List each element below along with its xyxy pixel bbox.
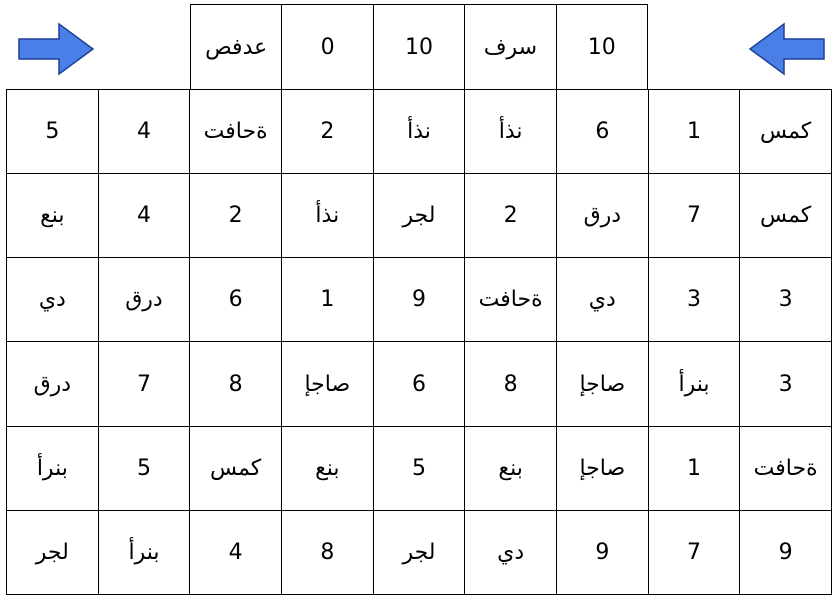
arrow-right-button[interactable] xyxy=(17,22,95,76)
grid-cell-r1-c6[interactable]: نذأ xyxy=(465,90,557,174)
top-cell-2[interactable]: 0 xyxy=(282,5,373,90)
grid-cell-r2-c2[interactable]: 4 xyxy=(99,174,191,258)
grid-cell-r4-c2[interactable]: 7 xyxy=(99,342,191,426)
grid-cell-r3-c1[interactable]: دي xyxy=(7,258,99,342)
grid-cell-r2-c3[interactable]: 2 xyxy=(190,174,282,258)
top-cell-4[interactable]: سرف xyxy=(465,5,556,90)
grid-cell-r2-c5[interactable]: لجر xyxy=(374,174,466,258)
grid-cell-r1-c3[interactable]: ةحافت xyxy=(190,90,282,174)
grid-cell-r2-c9[interactable]: كمس xyxy=(740,174,832,258)
grid-cell-r6-c3[interactable]: 4 xyxy=(190,511,282,595)
grid-cell-r5-c5[interactable]: 5 xyxy=(374,427,466,511)
grid-cell-r3-c9[interactable]: 3 xyxy=(740,258,832,342)
grid-cell-r3-c6[interactable]: ةحافت xyxy=(465,258,557,342)
grid-cell-r6-c8[interactable]: 7 xyxy=(649,511,741,595)
grid-cell-r6-c7[interactable]: 9 xyxy=(557,511,649,595)
grid-cell-r6-c9[interactable]: 9 xyxy=(740,511,832,595)
grid-cell-r3-c4[interactable]: 1 xyxy=(282,258,374,342)
grid-cell-r1-c7[interactable]: 6 xyxy=(557,90,649,174)
grid-cell-r4-c8[interactable]: بنرأ xyxy=(649,342,741,426)
grid-cell-r5-c4[interactable]: بنع xyxy=(282,427,374,511)
grid-cell-r3-c8[interactable]: 3 xyxy=(649,258,741,342)
game-grid xyxy=(6,89,832,595)
arrow-right-icon xyxy=(17,22,95,76)
grid-cell-r2-c4[interactable]: نذأ xyxy=(282,174,374,258)
grid-cell-r4-c1[interactable]: درق xyxy=(7,342,99,426)
top-cell-3[interactable]: 10 xyxy=(374,5,465,90)
arrow-left-button[interactable] xyxy=(748,22,826,76)
grid-cell-r3-c2[interactable]: درق xyxy=(99,258,191,342)
grid-cell-r2-c8[interactable]: 7 xyxy=(649,174,741,258)
grid-cell-r1-c5[interactable]: نذأ xyxy=(374,90,466,174)
grid-cell-r3-c7[interactable]: دي xyxy=(557,258,649,342)
grid-cell-r4-c3[interactable]: 8 xyxy=(190,342,282,426)
grid-cell-r5-c3[interactable]: كمس xyxy=(190,427,282,511)
grid-cell-r2-c7[interactable]: درق xyxy=(557,174,649,258)
grid-cell-r2-c1[interactable]: بنع xyxy=(7,174,99,258)
grid-cell-r6-c2[interactable]: بنرأ xyxy=(99,511,191,595)
grid-cell-r1-c9[interactable]: كمس xyxy=(740,90,832,174)
top-cell-5[interactable]: 10 xyxy=(557,5,648,90)
grid-cell-r6-c4[interactable]: 8 xyxy=(282,511,374,595)
grid-cell-r4-c6[interactable]: 8 xyxy=(465,342,557,426)
grid-cell-r1-c1[interactable]: 5 xyxy=(7,90,99,174)
grid-cell-r3-c5[interactable]: 9 xyxy=(374,258,466,342)
arrow-left-shape xyxy=(750,24,824,74)
grid-cell-r6-c1[interactable]: لجر xyxy=(7,511,99,595)
grid-cell-r5-c6[interactable]: بنع xyxy=(465,427,557,511)
grid-cell-r5-c7[interactable]: صاجإ xyxy=(557,427,649,511)
grid-cell-r5-c2[interactable]: 5 xyxy=(99,427,191,511)
grid-cell-r1-c4[interactable]: 2 xyxy=(282,90,374,174)
arrow-left-icon xyxy=(748,22,826,76)
grid-cell-r4-c4[interactable]: صاجإ xyxy=(282,342,374,426)
grid-cell-r4-c5[interactable]: 6 xyxy=(374,342,466,426)
top-row-board xyxy=(190,4,648,90)
top-cell-1[interactable]: عدفص xyxy=(191,5,282,90)
grid-cell-r6-c5[interactable]: لجر xyxy=(374,511,466,595)
grid-cell-r6-c6[interactable]: دي xyxy=(465,511,557,595)
grid-cell-r3-c3[interactable]: 6 xyxy=(190,258,282,342)
grid-cell-r2-c6[interactable]: 2 xyxy=(465,174,557,258)
grid-cell-r1-c8[interactable]: 1 xyxy=(649,90,741,174)
grid-cell-r5-c8[interactable]: 1 xyxy=(649,427,741,511)
arrow-right-shape xyxy=(19,24,93,74)
grid-cell-r1-c2[interactable]: 4 xyxy=(99,90,191,174)
grid-cell-r5-c1[interactable]: بنرأ xyxy=(7,427,99,511)
grid-cell-r4-c7[interactable]: صاجإ xyxy=(557,342,649,426)
grid-cell-r4-c9[interactable]: 3 xyxy=(740,342,832,426)
grid-cell-r5-c9[interactable]: ةحافت xyxy=(740,427,832,511)
